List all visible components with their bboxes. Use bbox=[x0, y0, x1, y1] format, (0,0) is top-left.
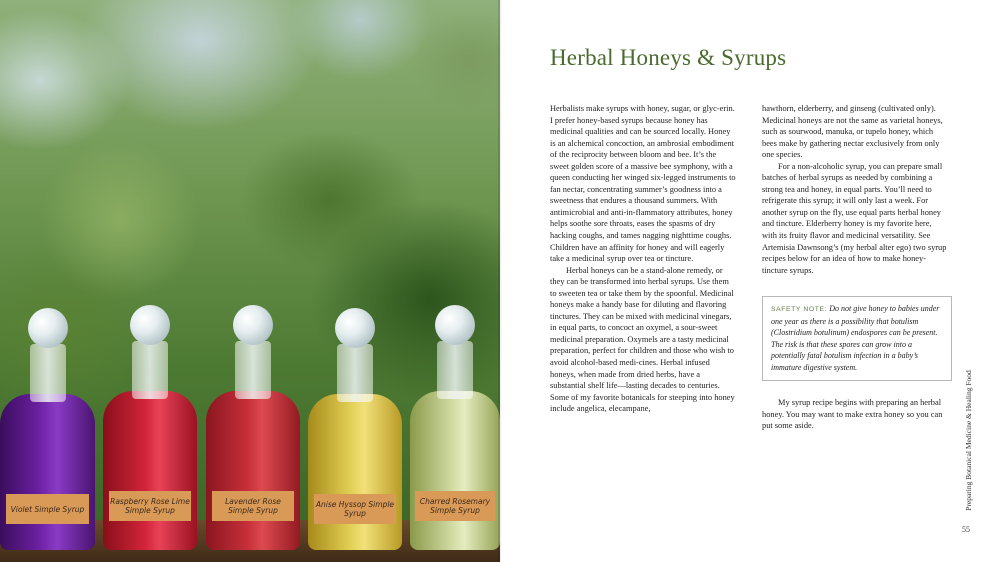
page-number: 55 bbox=[962, 525, 970, 534]
bottle-lavender-rose bbox=[206, 305, 300, 550]
text-page bbox=[500, 0, 1000, 562]
glass-stopper bbox=[233, 305, 273, 345]
bottle-label: Anise Hyssop Simple Syrup bbox=[314, 494, 397, 524]
glass-stopper bbox=[435, 305, 475, 345]
glass-stopper bbox=[28, 308, 68, 348]
bottle-label: Raspberry Rose Lime Simple Syrup bbox=[109, 491, 192, 521]
column-right bbox=[762, 103, 948, 276]
bottle-body bbox=[206, 391, 300, 550]
paragraph: For a non-alcoholic syrup, you can prepare small batches of herbal syrups as needed by combining a strong tea and honey, in equal parts. You’ll need to refrigerate this syrup; it will only last a week. For another syrup on the fly, use equal parts herbal honey and tincture. Elderberry honey is my favorite here, with its fruity flavor and medicinal versatility. See Artemisia Dawnsong’s (my herbal alter ego) two syrup recipes below for an idea of how to make honey-tincture syrups. bbox=[762, 161, 947, 275]
bottle-label: Violet Simple Syrup bbox=[6, 494, 90, 524]
column-left bbox=[550, 103, 736, 415]
bottle-charred-rosemary bbox=[410, 305, 500, 550]
safety-note-text: Do not give honey to babies under one year as there is a possibility that botulism (Clostridium botulinum) endospores can be present. The risk is that these spores can grow into a potentially fatal botulism infection in a baby’s immature digestive system. bbox=[771, 304, 940, 372]
safety-note-box bbox=[762, 296, 952, 381]
safety-note-label: SAFETY NOTE: bbox=[771, 306, 828, 313]
running-head-text: Preparing Botanical Medicine & Healing Food bbox=[963, 369, 973, 511]
bottle-neck bbox=[30, 344, 66, 402]
glass-stopper bbox=[335, 308, 375, 348]
bottle-body bbox=[103, 391, 197, 550]
paragraph: hawthorn, elderberry, and ginseng (cultivated only). Medicinal honeys are not the same as varietal honeys, such as sourwood, manuka, or tupelo honey, which bees make by gathering nectar exclusively from only one species. bbox=[762, 104, 943, 160]
glass-stopper bbox=[130, 305, 170, 345]
column-right-bottom bbox=[762, 397, 948, 432]
bottle-neck bbox=[132, 341, 168, 399]
bottle-neck bbox=[437, 341, 473, 399]
paragraph: Herbalists make syrups with honey, sugar, or glyc-erin. I prefer honey-based syrups because honey has medicinal qualities and can be sourced locally. Honey is an alchemical concoction, an ambrosial embodiment of the reciprocity between bloom and bee. It’s the sweet golden score of a massive bee symphony, with a queen conducting her winged six-legged instruments to fan nectar, concentrating summer’s goodness into a sweetness that endures a thousand summers. With antimicrobial and anti-in-flammatory attributes, honey helps soothe sore throats, eases the spasms of dry hacking coughs, and tames nagging nighttime coughs. Children have an affinity for honey and will eagerly take a medicinal syrup over tea or tincture. bbox=[550, 104, 736, 264]
bottle-anise-hyssop bbox=[308, 308, 402, 550]
bottle-neck bbox=[337, 344, 373, 402]
running-head bbox=[961, 360, 975, 520]
page-title: Herbal Honeys & Syrups bbox=[550, 45, 787, 70]
bottle-label: Lavender Rose Simple Syrup bbox=[212, 491, 295, 521]
bottle-body bbox=[0, 394, 95, 550]
bottle-body bbox=[410, 391, 500, 550]
bottle-neck bbox=[235, 341, 271, 399]
paragraph: My syrup recipe begins with preparing an herbal honey. You may want to make extra honey so you can put some aside. bbox=[762, 398, 943, 431]
bottle-body bbox=[308, 394, 402, 550]
paragraph: Herbal honeys can be a stand-alone remedy, or they can be transformed into herbal syrups. Use them to sweeten tea or take them by the spoonful. Medicinal honeys make a handy base for diluting and flavoring tinctures. They can be mixed with medicinal vinegars, in equal parts, to concoct an oxymel, a sour-sweet medicinal preparation. Oxymels are a tasty medicinal preparation, perfect for children and those who wish to avoid alcohol-based medi-cines. Herbal infused honeys, when made from dried herbs, have a substantial shelf life—lasting decades to centuries. Some of my favorite botanicals for steeping into honey include angelica, elecampane, bbox=[550, 265, 735, 414]
bottle-raspberry-rose-lime bbox=[103, 305, 197, 550]
bottle-label: Charred Rosemary Simple Syrup bbox=[415, 491, 494, 521]
bottle-violet bbox=[0, 308, 95, 550]
